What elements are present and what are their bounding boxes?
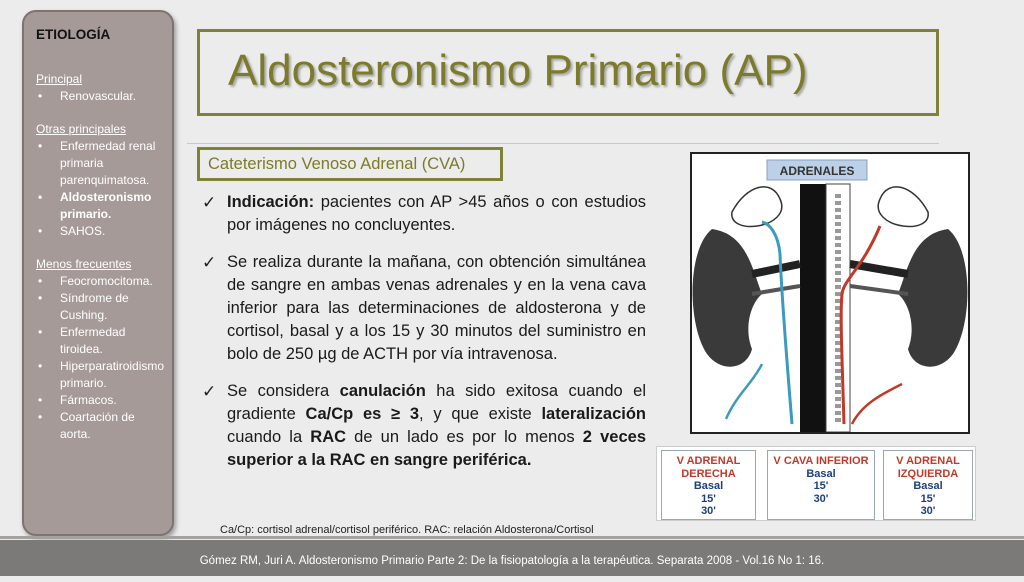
section-subtitle: Cateterismo Venoso Adrenal (CVA) (197, 147, 503, 181)
menos-list (36, 273, 164, 443)
bullet-bold-text: Ca/Cp es ≥ 3 (305, 405, 420, 423)
bullet-bold-text: lateralización (541, 405, 646, 423)
cell-adrenal-izquierda (883, 450, 973, 520)
checkmark-icon: ✓ (202, 382, 217, 401)
divider (187, 143, 939, 144)
cell-heading: V CAVA INFERIOR (773, 455, 869, 467)
bullet-text: Se realiza durante la mañana, con obtención simultánea de sangre en ambas venas adrenales y en la vena cava inferior para las determinaciones de aldosterona y de cortisol, basal y a los 15 y 30 minutos del suministro en bolo de 250 µg de ACTH por vía intravenosa. (227, 253, 646, 363)
list-item: • Síndrome de Cushing. (36, 290, 164, 324)
bullet-bold-text: Indicación: (227, 193, 315, 211)
bullet-indicacion (200, 191, 646, 237)
bullet-text: Se considera (227, 382, 340, 400)
bullet-text: de un lado es por lo menos (346, 428, 583, 446)
list-item: • Renovascular. (36, 88, 164, 105)
list-item: • Coartación de aorta. (36, 409, 164, 443)
bullet-bold-text: canulación (339, 382, 426, 400)
aorta (800, 184, 826, 432)
bullet-bold-text: 2 veces superior a la RAC en sangre periférica. (227, 428, 646, 469)
list-item: • Aldosteronismo primario. (36, 189, 164, 223)
cell-line: 15' (813, 480, 829, 492)
list-item: • Enfermedad renal primaria parenquimatosa. (36, 138, 164, 189)
sidebar-heading: ETIOLOGÍA (36, 27, 111, 42)
footnote-abbreviations: Ca/Cp: cortisol adrenal/cortisol periférico. RAC: relación Aldosterona/Cortisol (220, 524, 594, 536)
bullet-text: cuando la (227, 428, 311, 446)
list-item: • Enfermedad tiroidea. (36, 324, 164, 358)
adrenal-catheter-figure (690, 152, 970, 434)
list-item: • Fármacos. (36, 392, 164, 409)
otras-label: Otras principales (36, 122, 127, 136)
cell-cava-inferior (767, 450, 875, 520)
bullet-text: , y que existe (419, 405, 542, 423)
cell-line: Basal (806, 467, 836, 480)
principal-list (36, 88, 164, 105)
bullet-text: pacientes con AP >45 años o con estudios por imágenes no concluyentes. (227, 193, 646, 234)
cell-heading: DERECHA (681, 467, 736, 480)
footer-divider (0, 536, 1024, 539)
list-item: • Hiperparatiroidismo primario. (36, 358, 164, 392)
etiology-sidebar (22, 10, 174, 536)
otras-list (36, 138, 164, 240)
cell-heading: V ADRENAL (896, 455, 960, 467)
list-item: • SAHOS. (36, 223, 164, 240)
page-title: Aldosteronismo Primario (AP) (228, 46, 808, 95)
cell-line: 15' (920, 492, 936, 505)
list-item: • Feocromocitoma. (36, 273, 164, 290)
checkmark-icon: ✓ (202, 193, 217, 212)
sampling-table (656, 446, 976, 521)
cell-heading: IZQUIERDA (897, 467, 959, 480)
bullet-criterios (200, 380, 646, 472)
cell-line: 30' (701, 505, 716, 517)
principal-label: Principal (36, 72, 83, 86)
citation-footer: Gómez RM, Juri A. Aldosteronismo Primario Parte 2: De la fisiopatología a la terapéutica. Separata 2008 - Vol.16 No 1: 16. (0, 540, 1024, 576)
cell-adrenal-derecha (661, 450, 756, 520)
cell-line: Basal (693, 480, 724, 492)
checkmark-icon: ✓ (202, 253, 217, 272)
cell-heading: V ADRENAL (676, 455, 741, 467)
bullet-procedimiento (200, 251, 646, 366)
cell-line: 30' (920, 505, 936, 517)
menos-label: Menos frecuentes (36, 257, 132, 271)
adrenales-label: ADRENALES (779, 164, 855, 178)
cell-line: Basal (913, 480, 943, 492)
bullet-bold-text: RAC (310, 428, 347, 446)
bullet-list (200, 191, 646, 486)
cell-line: 30' (813, 492, 829, 505)
adrenal-diagram (692, 154, 968, 432)
cell-line: 15' (701, 492, 716, 505)
bullet-text: ha sido exitosa cuando el gradiente (227, 382, 646, 423)
